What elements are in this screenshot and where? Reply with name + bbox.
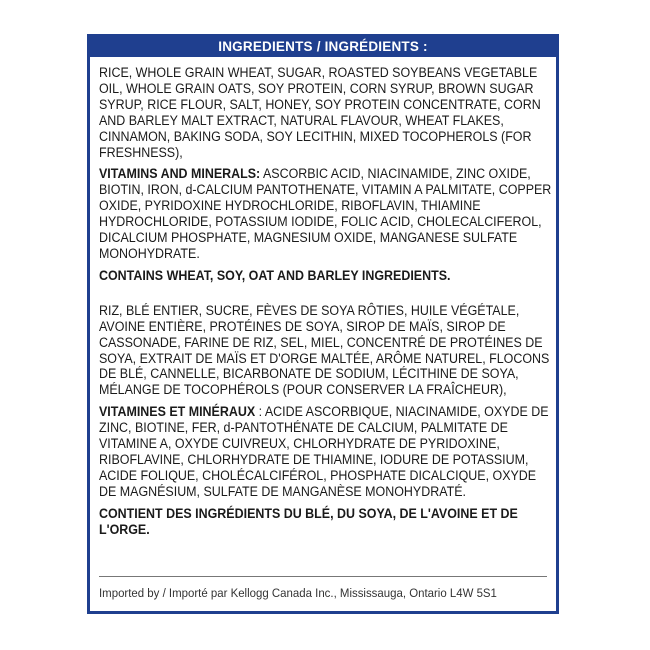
ingredients-panel — [87, 34, 559, 614]
footer-divider — [99, 576, 547, 577]
french-ingredients-list: RIZ, BLÉ ENTIER, SUCRE, FÈVES DE SOYA RÔTIES, HUILE VÉGÉTALE, AVOINE ENTIÈRE, PROTÉINES DE SOYA, SIROP DE MAÏS, SIROP DE CASSONADE, FARINE DE RIZ, SEL, MIEL, CONCENTRÉ DE PROTÉINES DE SOYA, EXTRAIT DE MAÏS ET D'ORGE MALTÉE, ARÔME NATUREL, FLOCONS DE BLÉ, CANNELLE, BICARBONATE DE SODIUM, LÉCITHINE DE SOYA, MÉLANGE DE TOCOPHÉROLS (POUR CONSERVER LA FRAÎCHEUR), — [99, 302, 550, 398]
ingredients-header: INGREDIENTS / INGRÉDIENTS : — [90, 37, 556, 57]
english-allergen-statement: CONTAINS WHEAT, SOY, OAT AND BARLEY INGREDIENTS. — [99, 267, 451, 283]
english-vitamins-label: VITAMINS AND MINERALS: — [99, 166, 261, 182]
english-vitamins-list: ASCORBIC ACID, NIACINAMIDE, ZINC OXIDE, BIOTIN, IRON, d-CALCIUM PANTOTHENATE, VITAMIN A PALMITATE, COPPER OXIDE, PYRIDOXINE HYDROCHLORIDE, RIBOFLAVIN, THIAMINE HYDROCHLORIDE, POTASSIUM IODIDE, FOLIC ACID, CHOLECALCIFEROL, DICALCIUM PHOSPHATE, MAGNESIUM OXIDE, MANGANESE SULFATE MONOHYDRATE. — [99, 166, 552, 261]
english-vitamins-paragraph — [99, 166, 555, 261]
english-ingredients-list: RICE, WHOLE GRAIN WHEAT, SUGAR, ROASTED SOYBEANS VEGETABLE OIL, WHOLE GRAIN OATS, SOY PROTEIN, CORN SYRUP, BROWN SUGAR SYRUP, RICE FLOUR, SALT, HONEY, SOY PROTEIN CONCENTRATE, CORN AND BARLEY MALT EXTRACT, NATURAL FLAVOUR, WHEAT FLAKES, CINNAMON, BAKING SODA, SOY LECITHIN, MIXED TOCOPHEROLS (FOR FRESHNESS), — [99, 65, 541, 160]
french-vitamins-paragraph — [99, 404, 555, 499]
spacer — [99, 284, 555, 303]
french-allergen-statement: CONTIENT DES INGRÉDIENTS DU BLÉ, DU SOYA, DE L'AVOINE ET DE L'ORGE. — [99, 505, 518, 537]
french-vitamins-list: : ACIDE ASCORBIQUE, NIACINAMIDE, OXYDE DE ZINC, BIOTINE, FER, d-PANTOTHÉNATE DE CALCIUM, PALMITATE DE VITAMINE A, OXYDE CUIVREUX, CHLORHYDRATE DE PYRIDOXINE, RIBOFLAVINE, CHLORHYDRATE DE THIAMINE, IODURE DE POTASSIUM, ACIDE FOLIQUE, CHOLÉCALCIFÉROL, PHOSPHATE DICALCIQUE, OXYDE DE MAGNÉSIUM, SULFATE DE MANGANÈSE MONOHYDRATÉ. — [99, 404, 549, 499]
french-vitamins-label: VITAMINES ET MINÉRAUX — [99, 404, 256, 420]
importer-line: Imported by / Importé par Kellogg Canada Inc., Mississauga, Ontario L4W 5S1 — [99, 586, 497, 600]
ingredients-body — [99, 65, 555, 537]
